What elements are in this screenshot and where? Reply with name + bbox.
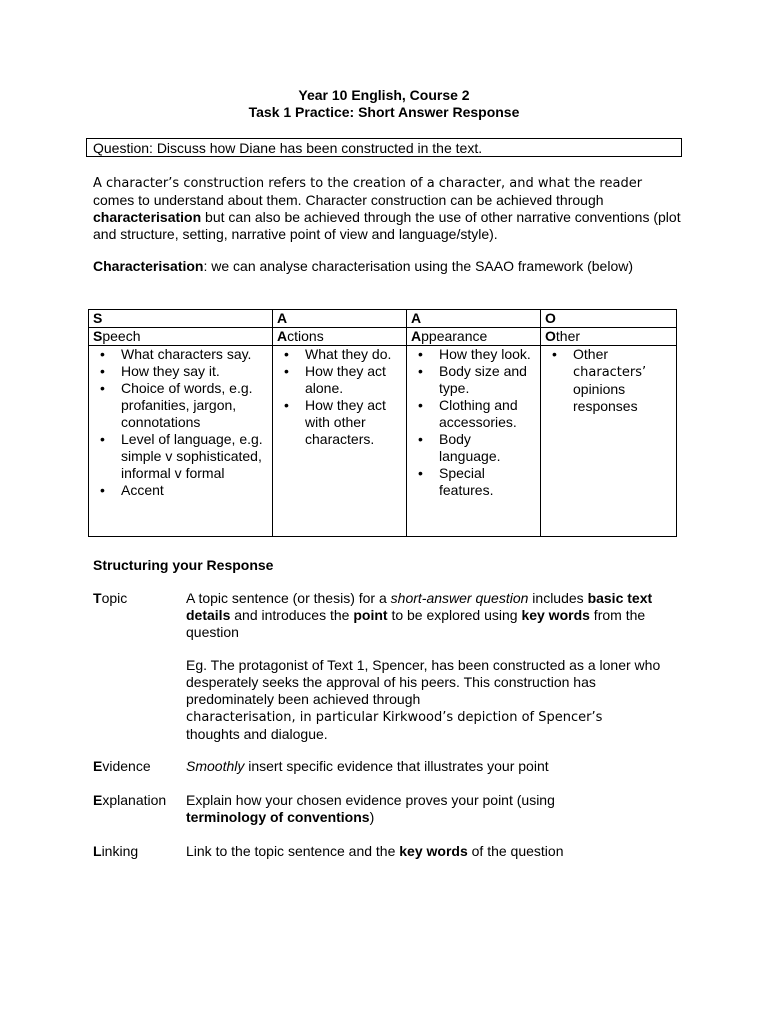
saao-heading-row — [89, 328, 677, 346]
term-initial: T — [93, 590, 102, 606]
term-initial: L — [93, 843, 102, 859]
speech-list — [93, 346, 268, 499]
heading-initial: S — [93, 328, 103, 344]
term-initial: E — [93, 792, 103, 808]
list-item: • Choice of words, e.g. profanities, jargon, connotations — [121, 380, 268, 431]
saao-heading-appearance — [407, 328, 541, 346]
saao-letter-row — [89, 310, 677, 328]
list-item: • Level of language, e.g. simple v sophisticated, informal v formal — [121, 431, 268, 482]
intro-bold-characterisation: characterisation — [93, 209, 202, 225]
doc-title-task: Task 1 Practice: Short Answer Response — [248, 104, 520, 120]
list-item: • What characters say. — [121, 346, 268, 363]
saao-letter-o: O — [541, 310, 677, 328]
list-item: • Body language. — [439, 431, 536, 465]
saao-letter-a1: A — [273, 310, 407, 328]
intro-line2: comes to understand about them. Character construction can be achieved through — [93, 192, 604, 208]
list-item: • Body size and type. — [439, 363, 536, 397]
evidence-italic: Smoothly — [186, 758, 245, 774]
structuring-heading: Structuring your Response — [93, 557, 274, 573]
topic-text: includes — [528, 590, 588, 606]
topic-text: and introduces the — [230, 607, 354, 623]
saao-content-row — [89, 346, 677, 537]
topic-bold: point — [353, 607, 388, 623]
heading-initial: O — [545, 328, 556, 344]
evidence-definition — [186, 758, 686, 775]
saao-heading-speech — [89, 328, 273, 346]
term-explanation — [93, 792, 166, 808]
list-item: • How they act with other characters. — [305, 397, 402, 448]
term-evidence — [93, 758, 151, 774]
other-item-part2: characters’ — [573, 365, 647, 380]
term-rest: vidence — [102, 758, 151, 774]
saao-actions-list-cell — [273, 346, 407, 537]
characterisation-bold: Characterisation — [93, 258, 204, 274]
linking-text: Link to the topic sentence and the — [186, 843, 400, 859]
question-box: Question: Discuss how Diane has been constructed in the text. — [86, 138, 682, 157]
heading-initial: A — [277, 328, 288, 344]
topic-definition — [186, 590, 686, 641]
other-list — [545, 346, 672, 415]
list-item: • Accent — [121, 482, 268, 499]
saao-speech-list-cell — [89, 346, 273, 537]
heading-rest: peech — [102, 328, 141, 344]
saao-other-list-cell — [541, 346, 677, 537]
list-item: • How they act alone. — [305, 363, 402, 397]
list-item: • Special features. — [439, 465, 536, 499]
topic-text: A topic sentence (or thesis) for a — [186, 590, 391, 606]
linking-definition — [186, 843, 686, 860]
example-text-alt: characterisation, in particular Kirkwood’s depiction of Spencer’s — [186, 710, 603, 725]
explanation-definition — [186, 792, 616, 826]
evidence-text: insert specific evidence that illustrates your point — [244, 758, 549, 774]
topic-text: to be explored using — [387, 607, 522, 623]
explanation-text: Explain how your chosen evidence proves your point (using — [186, 792, 555, 808]
heading-initial: A — [411, 328, 422, 344]
characterisation-paragraph — [93, 258, 683, 275]
heading-rest: ther — [555, 328, 581, 344]
saao-appearance-list-cell — [407, 346, 541, 537]
term-rest: opic — [101, 590, 128, 606]
topic-text: from the question — [186, 607, 646, 640]
intro-rest: but can also be achieved through the use of other narrative conventions (plot and structure, setting, narrative point of view and language/style). — [93, 209, 681, 242]
list-item — [573, 346, 672, 415]
topic-italic: short-answer question — [390, 590, 529, 606]
linking-bold: key words — [399, 843, 468, 859]
topic-example — [186, 657, 666, 743]
intro-line1: A character’s construction refers to the creation of a character, and what the reader — [93, 176, 643, 191]
other-item-part1: Other — [573, 346, 609, 362]
actions-list — [277, 346, 402, 448]
saao-table — [88, 309, 677, 537]
linking-end: of the question — [467, 843, 564, 859]
doc-title-course: Year 10 English, Course 2 — [298, 87, 470, 103]
heading-rest: ppearance — [421, 328, 488, 344]
other-item-part3: opinions responses — [573, 381, 638, 414]
term-topic — [93, 590, 127, 606]
list-item: • How they look. — [439, 346, 536, 363]
saao-heading-other — [541, 328, 677, 346]
example-text: thoughts and dialogue. — [186, 726, 328, 742]
term-rest: inking — [101, 843, 139, 859]
term-initial: E — [93, 758, 103, 774]
term-linking — [93, 843, 138, 859]
appearance-list — [411, 346, 536, 499]
explanation-bold: terminology of conventions — [186, 809, 370, 825]
topic-bold: basic text details — [186, 590, 653, 623]
term-rest: xplanation — [102, 792, 167, 808]
explanation-end: ) — [369, 809, 375, 825]
intro-paragraph — [93, 174, 683, 243]
characterisation-rest: : we can analyse characterisation using the SAAO framework (below) — [203, 258, 634, 274]
saao-heading-actions — [273, 328, 407, 346]
list-item: • How they say it. — [121, 363, 268, 380]
example-text: Eg. The protagonist of Text 1, Spencer, has been constructed as a loner who desperately seeks the approval of his peers. This construction has predominately been achieved through — [186, 657, 661, 707]
list-item: • Clothing and accessories. — [439, 397, 536, 431]
saao-letter-s: S — [89, 310, 273, 328]
saao-letter-a2: A — [407, 310, 541, 328]
list-item: • What they do. — [305, 346, 402, 363]
topic-bold: key words — [521, 607, 590, 623]
heading-rest: ctions — [287, 328, 324, 344]
